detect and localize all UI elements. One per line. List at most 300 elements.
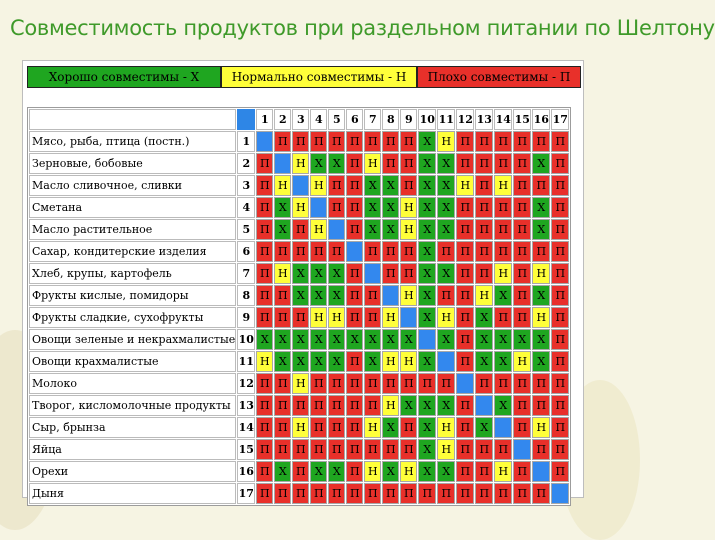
table-row — [29, 329, 569, 350]
compatibility-cell: П — [551, 131, 569, 152]
compatibility-cell: Н — [310, 219, 327, 240]
compatibility-cell: Х — [274, 351, 291, 372]
compatibility-cell: Н — [310, 307, 327, 328]
compatibility-cell: П — [475, 483, 493, 504]
compatibility-cell: Х — [475, 417, 493, 438]
compatibility-cell: П — [532, 373, 550, 394]
compatibility-cell: Х — [274, 197, 291, 218]
compatibility-cell: П — [346, 395, 363, 416]
compatibility-cell: П — [513, 131, 531, 152]
compatibility-cell: П — [256, 307, 273, 328]
compatibility-cell: Х — [382, 197, 399, 218]
compatibility-cell: Х — [310, 461, 327, 482]
self-cell — [437, 351, 455, 372]
compatibility-cell: П — [513, 483, 531, 504]
compatibility-cell: П — [513, 373, 531, 394]
table-row — [29, 439, 569, 460]
self-cell — [292, 175, 309, 196]
compatibility-cell: П — [256, 175, 273, 196]
compatibility-cell: П — [256, 395, 273, 416]
table-row — [29, 417, 569, 438]
row-number: 6 — [237, 241, 255, 262]
compatibility-cell: П — [456, 153, 474, 174]
compatibility-cell: П — [475, 219, 493, 240]
compatibility-cell: П — [274, 483, 291, 504]
compatibility-cell: Х — [494, 351, 512, 372]
compatibility-cell: П — [494, 439, 512, 460]
compatibility-cell: Х — [532, 197, 550, 218]
compatibility-cell: П — [400, 175, 417, 196]
compatibility-cell: Х — [292, 285, 309, 306]
compatibility-cell: Х — [274, 329, 291, 350]
compatibility-cell: П — [256, 153, 273, 174]
column-number: 2 — [274, 109, 291, 130]
compatibility-cell: Х — [532, 153, 550, 174]
compatibility-cell: П — [346, 175, 363, 196]
compatibility-cell: П — [346, 307, 363, 328]
compatibility-cell: Н — [400, 351, 417, 372]
compatibility-cell: Н — [274, 175, 291, 196]
compatibility-cell: Х — [418, 219, 436, 240]
compatibility-cell: П — [256, 285, 273, 306]
compatibility-cell: П — [346, 219, 363, 240]
row-label: Сахар, кондитерские изделия — [29, 241, 236, 262]
column-number: 11 — [437, 109, 455, 130]
row-number: 14 — [237, 417, 255, 438]
compatibility-cell: П — [400, 373, 417, 394]
row-label: Яйца — [29, 439, 236, 460]
compatibility-cell: П — [494, 307, 512, 328]
compatibility-cell: Х — [418, 417, 436, 438]
compatibility-cell: П — [364, 373, 381, 394]
compatibility-cell: Х — [418, 461, 436, 482]
compatibility-cell: П — [364, 395, 381, 416]
compatibility-cell: П — [382, 131, 399, 152]
table-row — [29, 153, 569, 174]
row-number: 4 — [237, 197, 255, 218]
compatibility-cell: П — [551, 197, 569, 218]
compatibility-cell: Н — [400, 285, 417, 306]
compatibility-cell: Х — [328, 351, 345, 372]
compatibility-cell: П — [551, 241, 569, 262]
compatibility-cell: П — [346, 153, 363, 174]
compatibility-cell: Н — [437, 131, 455, 152]
table-row — [29, 351, 569, 372]
compatibility-cell: П — [456, 483, 474, 504]
compatibility-cell: Н — [456, 175, 474, 196]
compatibility-cell: Х — [310, 351, 327, 372]
compatibility-cell: Н — [364, 461, 381, 482]
compatibility-cell: П — [551, 219, 569, 240]
compatibility-cell: П — [400, 417, 417, 438]
self-cell — [513, 439, 531, 460]
compatibility-cell: Х — [292, 351, 309, 372]
compatibility-cell: Х — [494, 395, 512, 416]
compatibility-cell: П — [382, 483, 399, 504]
compatibility-cell: Н — [364, 153, 381, 174]
compatibility-cell: П — [346, 263, 363, 284]
compatibility-cell: П — [551, 263, 569, 284]
compatibility-cell: П — [346, 285, 363, 306]
compatibility-cell: П — [456, 197, 474, 218]
row-number: 17 — [237, 483, 255, 504]
compatibility-cell: Х — [418, 175, 436, 196]
compatibility-cell: П — [475, 153, 493, 174]
compatibility-cell: П — [274, 439, 291, 460]
compatibility-cell: П — [532, 175, 550, 196]
row-number: 15 — [237, 439, 255, 460]
compatibility-cell: П — [475, 263, 493, 284]
compatibility-cell: Х — [532, 329, 550, 350]
column-number: 7 — [364, 109, 381, 130]
table-row — [29, 241, 569, 262]
column-number: 14 — [494, 109, 512, 130]
compatibility-cell: П — [346, 417, 363, 438]
self-cell — [364, 263, 381, 284]
compatibility-cell: П — [328, 439, 345, 460]
row-number: 3 — [237, 175, 255, 196]
compatibility-cell: П — [551, 285, 569, 306]
compatibility-cell: П — [382, 263, 399, 284]
row-label: Овощи крахмалистые — [29, 351, 236, 372]
row-label: Овощи зеленые и некрахмалистые — [29, 329, 236, 350]
legend-good: Хорошо совместимы - Х — [27, 66, 221, 88]
self-cell — [328, 219, 345, 240]
compatibility-cell: Х — [310, 153, 327, 174]
compatibility-cell: Х — [494, 329, 512, 350]
compatibility-cell: П — [532, 483, 550, 504]
corner-swatch — [237, 109, 255, 130]
compatibility-cell: П — [310, 395, 327, 416]
column-number: 1 — [256, 109, 273, 130]
compatibility-cell: П — [551, 373, 569, 394]
compatibility-cell: Х — [437, 197, 455, 218]
compatibility-cell: Н — [437, 417, 455, 438]
compatibility-cell: П — [256, 373, 273, 394]
compatibility-cell: П — [400, 439, 417, 460]
header-row — [29, 109, 569, 130]
compatibility-cell: П — [456, 395, 474, 416]
compatibility-cell: П — [364, 285, 381, 306]
compatibility-cell: Х — [328, 461, 345, 482]
row-number: 10 — [237, 329, 255, 350]
compatibility-cell: П — [400, 483, 417, 504]
compatibility-cell: П — [274, 285, 291, 306]
compatibility-cell: П — [256, 439, 273, 460]
compatibility-cell: П — [400, 153, 417, 174]
compatibility-cell: П — [456, 417, 474, 438]
self-cell — [382, 285, 399, 306]
compatibility-cell: Х — [328, 329, 345, 350]
compatibility-cell: Х — [418, 439, 436, 460]
compatibility-cell: П — [274, 373, 291, 394]
compatibility-cell: Н — [292, 153, 309, 174]
compatibility-cell: П — [292, 461, 309, 482]
compatibility-cell: Х — [292, 329, 309, 350]
compatibility-cell: П — [513, 197, 531, 218]
compatibility-cell: Х — [532, 219, 550, 240]
compatibility-cell: П — [310, 439, 327, 460]
legend-bad: Плохо совместимы - П — [417, 66, 581, 88]
compatibility-cell: Н — [400, 197, 417, 218]
compatibility-cell: П — [310, 241, 327, 262]
compatibility-cell: Н — [364, 417, 381, 438]
legend — [27, 66, 581, 88]
compatibility-cell: П — [328, 483, 345, 504]
compatibility-cell: П — [328, 373, 345, 394]
compatibility-cell: Х — [418, 351, 436, 372]
compatibility-cell: П — [475, 197, 493, 218]
compatibility-cell: П — [551, 461, 569, 482]
compatibility-cell: П — [513, 395, 531, 416]
table-row — [29, 373, 569, 394]
compatibility-cell: П — [551, 153, 569, 174]
compatibility-cell: Х — [418, 241, 436, 262]
self-cell — [532, 461, 550, 482]
compatibility-cell: П — [475, 131, 493, 152]
compatibility-cell: Х — [475, 351, 493, 372]
self-cell — [256, 131, 273, 152]
compatibility-cell: П — [494, 197, 512, 218]
compatibility-cell: Х — [292, 263, 309, 284]
compatibility-cell: П — [382, 153, 399, 174]
compatibility-cell: Х — [382, 329, 399, 350]
compatibility-cell: П — [346, 439, 363, 460]
compatibility-cell: Х — [364, 175, 381, 196]
compatibility-cell: П — [456, 241, 474, 262]
compatibility-cell: П — [328, 175, 345, 196]
compatibility-cell: Н — [310, 175, 327, 196]
compatibility-cell: П — [494, 241, 512, 262]
compatibility-table — [27, 107, 571, 506]
column-number: 13 — [475, 109, 493, 130]
compatibility-cell: Х — [437, 153, 455, 174]
compatibility-cell: П — [292, 395, 309, 416]
compatibility-cell: Х — [382, 175, 399, 196]
compatibility-cell: Х — [382, 219, 399, 240]
compatibility-cell: Х — [346, 329, 363, 350]
compatibility-cell: Х — [418, 307, 436, 328]
compatibility-cell: П — [475, 439, 493, 460]
compatibility-cell: П — [310, 483, 327, 504]
corner-cell — [29, 109, 236, 130]
compatibility-cell: П — [494, 483, 512, 504]
compatibility-cell: П — [532, 395, 550, 416]
compatibility-cell: Н — [513, 351, 531, 372]
compatibility-cell: П — [382, 241, 399, 262]
compatibility-cell: Н — [256, 351, 273, 372]
self-cell — [551, 483, 569, 504]
compatibility-cell: П — [328, 395, 345, 416]
column-number: 10 — [418, 109, 436, 130]
compatibility-cell: П — [310, 131, 327, 152]
table-row — [29, 461, 569, 482]
compatibility-cell: Н — [437, 307, 455, 328]
compatibility-cell: Х — [274, 219, 291, 240]
row-label: Сыр, брынза — [29, 417, 236, 438]
row-label: Молоко — [29, 373, 236, 394]
compatibility-cell: Х — [418, 197, 436, 218]
compatibility-cell: Н — [494, 461, 512, 482]
compatibility-cell: П — [532, 439, 550, 460]
compatibility-cell: П — [494, 153, 512, 174]
compatibility-cell: П — [328, 417, 345, 438]
compatibility-cell: П — [418, 373, 436, 394]
row-label: Дыня — [29, 483, 236, 504]
row-number: 5 — [237, 219, 255, 240]
row-label: Фрукты кислые, помидоры — [29, 285, 236, 306]
compatibility-cell: П — [274, 131, 291, 152]
legend-normal: Нормально совместимы - Н — [221, 66, 417, 88]
compatibility-cell: Н — [400, 219, 417, 240]
compatibility-cell: П — [475, 241, 493, 262]
compatibility-cell: Х — [364, 329, 381, 350]
compatibility-cell: Х — [437, 395, 455, 416]
compatibility-cell: П — [532, 131, 550, 152]
compatibility-cell: П — [475, 461, 493, 482]
row-number: 12 — [237, 373, 255, 394]
compatibility-cell: П — [494, 219, 512, 240]
compatibility-cell: Х — [382, 417, 399, 438]
compatibility-cell: П — [532, 241, 550, 262]
row-label: Зерновые, бобовые — [29, 153, 236, 174]
compatibility-cell: П — [456, 131, 474, 152]
compatibility-cell: Н — [475, 285, 493, 306]
compatibility-cell: П — [346, 197, 363, 218]
compatibility-cell: Х — [494, 285, 512, 306]
row-number: 7 — [237, 263, 255, 284]
page-title: Совместимость продуктов при раздельном питании по Шелтону — [10, 16, 715, 40]
compatibility-cell: П — [456, 263, 474, 284]
compatibility-cell: П — [292, 241, 309, 262]
compatibility-cell: Х — [328, 285, 345, 306]
compatibility-cell: П — [364, 439, 381, 460]
table-row — [29, 175, 569, 196]
column-number: 6 — [346, 109, 363, 130]
compatibility-cell: Х — [328, 153, 345, 174]
row-label: Масло сливочное, сливки — [29, 175, 236, 196]
compatibility-cell: Х — [437, 219, 455, 240]
compatibility-cell: Х — [364, 351, 381, 372]
compatibility-cell: П — [551, 307, 569, 328]
compatibility-cell: П — [437, 373, 455, 394]
self-cell — [494, 417, 512, 438]
row-number: 13 — [237, 395, 255, 416]
column-number: 9 — [400, 109, 417, 130]
compatibility-cell: П — [256, 263, 273, 284]
compatibility-cell: Х — [418, 131, 436, 152]
compatibility-cell: П — [513, 307, 531, 328]
compatibility-cell: П — [551, 329, 569, 350]
row-label: Мясо, рыба, птица (постн.) — [29, 131, 236, 152]
self-cell — [400, 307, 417, 328]
column-number: 17 — [551, 109, 569, 130]
compatibility-cell: Х — [274, 461, 291, 482]
compatibility-cell: П — [400, 131, 417, 152]
compatibility-cell: П — [364, 241, 381, 262]
compatibility-cell: Н — [494, 175, 512, 196]
compatibility-cell: П — [551, 351, 569, 372]
compatibility-cell: П — [382, 373, 399, 394]
compatibility-cell: П — [437, 483, 455, 504]
compatibility-cell: П — [400, 263, 417, 284]
compatibility-cell: П — [456, 285, 474, 306]
compatibility-cell: П — [346, 483, 363, 504]
compatibility-cell: П — [551, 439, 569, 460]
compatibility-cell: П — [418, 483, 436, 504]
compatibility-cell: П — [382, 439, 399, 460]
compatibility-cell: Х — [400, 329, 417, 350]
row-number: 2 — [237, 153, 255, 174]
compatibility-cell: П — [328, 241, 345, 262]
compatibility-cell: П — [256, 219, 273, 240]
compatibility-cell: П — [551, 175, 569, 196]
compatibility-cell: П — [437, 241, 455, 262]
compatibility-cell: П — [475, 175, 493, 196]
compatibility-cell: П — [513, 241, 531, 262]
compatibility-cell: Х — [418, 263, 436, 284]
compatibility-cell: П — [274, 417, 291, 438]
self-cell — [310, 197, 327, 218]
column-number: 12 — [456, 109, 474, 130]
compatibility-cell: П — [456, 439, 474, 460]
compatibility-cell: П — [256, 483, 273, 504]
compatibility-cell: П — [274, 307, 291, 328]
compatibility-cell: Х — [475, 329, 493, 350]
compatibility-cell: П — [310, 373, 327, 394]
compatibility-cell: Н — [292, 417, 309, 438]
compatibility-cell: Н — [274, 263, 291, 284]
self-cell — [274, 153, 291, 174]
row-number: 16 — [237, 461, 255, 482]
compatibility-cell: Х — [437, 461, 455, 482]
compatibility-cell: Н — [532, 263, 550, 284]
compatibility-cell: П — [274, 395, 291, 416]
compatibility-cell: П — [475, 373, 493, 394]
column-number: 15 — [513, 109, 531, 130]
compatibility-cell: Х — [418, 285, 436, 306]
compatibility-cell: П — [256, 417, 273, 438]
row-label: Хлеб, крупы, картофель — [29, 263, 236, 284]
compatibility-cell: П — [364, 131, 381, 152]
compatibility-cell: П — [364, 483, 381, 504]
compatibility-cell: П — [256, 461, 273, 482]
compatibility-cell: П — [346, 131, 363, 152]
compatibility-cell: П — [400, 241, 417, 262]
compatibility-cell: П — [437, 285, 455, 306]
compatibility-cell: Х — [532, 285, 550, 306]
column-number: 8 — [382, 109, 399, 130]
compatibility-cell: П — [513, 285, 531, 306]
compatibility-cell: П — [328, 197, 345, 218]
table-row — [29, 197, 569, 218]
compatibility-cell: Х — [475, 307, 493, 328]
compatibility-cell: Н — [382, 351, 399, 372]
compatibility-cell: Н — [382, 307, 399, 328]
compatibility-cell: П — [346, 461, 363, 482]
table-row — [29, 483, 569, 504]
table-row — [29, 263, 569, 284]
compatibility-cell: Х — [532, 351, 550, 372]
compatibility-cell: Х — [310, 329, 327, 350]
column-number: 5 — [328, 109, 345, 130]
column-number: 4 — [310, 109, 327, 130]
compatibility-cell: П — [346, 351, 363, 372]
compatibility-cell: Н — [328, 307, 345, 328]
compatibility-cell: Х — [437, 263, 455, 284]
row-label: Творог, кисломолочные продукты — [29, 395, 236, 416]
row-number: 9 — [237, 307, 255, 328]
